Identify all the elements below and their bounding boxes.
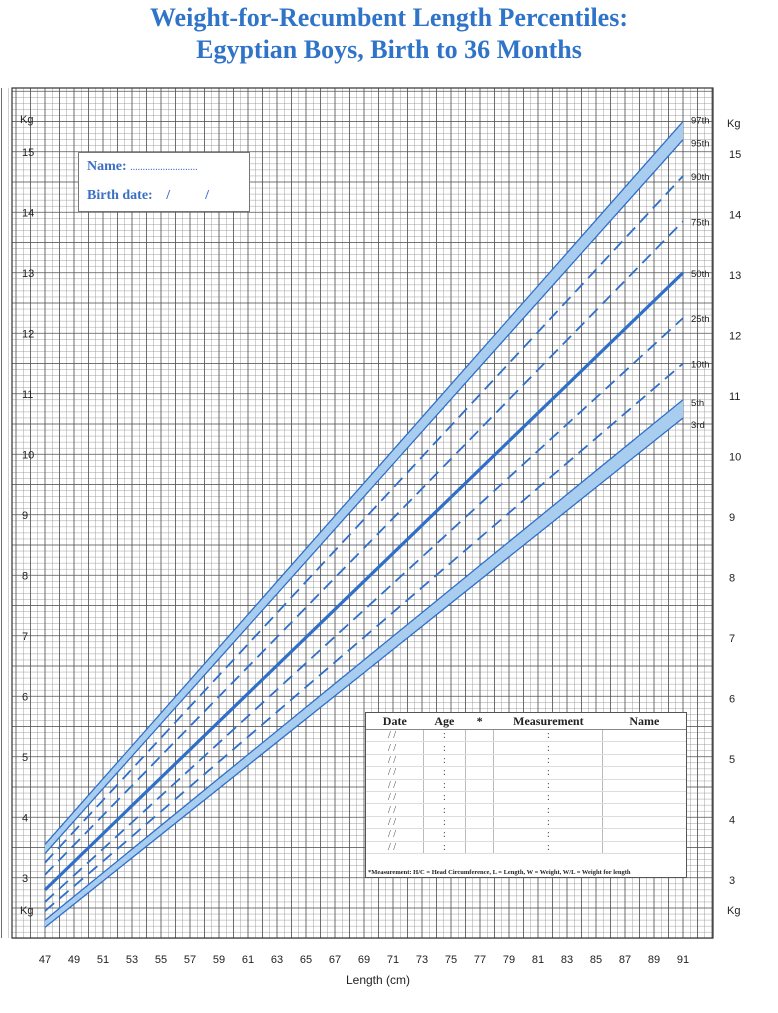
y-axis-unit-right-top: Kg: [727, 118, 741, 130]
x-tick-label: 47: [38, 954, 52, 966]
record-table-header: [366, 713, 686, 730]
table-row[interactable]: [366, 742, 686, 754]
y-tick-label-right: 7: [729, 632, 736, 645]
measurement-cell[interactable]: :: [494, 804, 603, 816]
x-tick-label: 75: [444, 954, 458, 966]
name-cell[interactable]: [603, 754, 686, 766]
header-measurement: Measurement: [494, 713, 603, 730]
measurement-cell[interactable]: :: [494, 730, 603, 742]
series-label-25th: 25th: [691, 314, 710, 326]
date-cell[interactable]: / /: [366, 779, 424, 791]
y-tick-label-right: 6: [729, 693, 736, 706]
y-axis-unit-left-bottom: Kg: [20, 905, 34, 917]
y-tick-label-left: 15: [22, 146, 35, 159]
measurement-cell[interactable]: :: [494, 816, 603, 828]
measurement-cell[interactable]: :: [494, 754, 603, 766]
y-tick-label-right: 15: [729, 148, 742, 161]
y-tick-label-right: 12: [729, 330, 742, 343]
y-tick-label-right: 14: [729, 209, 742, 222]
table-row[interactable]: [366, 841, 686, 853]
y-axis-unit-left-top: Kg: [20, 114, 34, 126]
patient-info-box: [78, 152, 250, 212]
x-tick-label: 57: [183, 954, 197, 966]
date-cell[interactable]: / /: [366, 841, 424, 853]
x-tick-label: 53: [125, 954, 139, 966]
y-tick-label-left: 4: [22, 812, 29, 825]
series-label-3rd: 3rd: [691, 419, 705, 431]
table-row[interactable]: [366, 804, 686, 816]
age-cell[interactable]: :: [424, 829, 466, 841]
x-tick-label: 77: [473, 954, 487, 966]
y-tick-label-right: 10: [729, 451, 742, 464]
name-label: Name:: [87, 159, 127, 174]
x-tick-label: 85: [589, 954, 603, 966]
name-cell[interactable]: [603, 730, 686, 742]
measurement-cell[interactable]: :: [494, 791, 603, 803]
header-age: Age: [424, 713, 466, 730]
measurement-cell[interactable]: :: [494, 829, 603, 841]
type-cell[interactable]: [465, 841, 494, 853]
x-tick-label: 89: [647, 954, 661, 966]
y-tick-label-left: 13: [22, 267, 35, 280]
title-line-2: Egyptian Boys, Birth to 36 Months: [196, 35, 582, 64]
x-tick-label: 81: [531, 954, 545, 966]
type-cell[interactable]: [465, 754, 494, 766]
name-cell[interactable]: [603, 791, 686, 803]
table-row[interactable]: [366, 816, 686, 828]
date-cell[interactable]: / /: [366, 754, 424, 766]
name-cell[interactable]: [603, 841, 686, 853]
name-cell[interactable]: [603, 804, 686, 816]
y-tick-label-left: 3: [22, 872, 29, 885]
series-label-95th: 95th: [691, 138, 710, 150]
y-tick-label-left: 9: [22, 509, 29, 522]
x-tick-label: 73: [415, 954, 429, 966]
date-cell[interactable]: / /: [366, 742, 424, 754]
measurement-cell[interactable]: :: [494, 767, 603, 779]
date-cell[interactable]: / /: [366, 767, 424, 779]
x-tick-label: 59: [212, 954, 226, 966]
y-tick-label-left: 10: [22, 449, 35, 462]
x-tick-label: 55: [154, 954, 168, 966]
y-tick-label-left: 12: [22, 328, 35, 341]
series-label-10th: 10th: [691, 359, 710, 371]
measurement-cell[interactable]: :: [494, 742, 603, 754]
name-cell[interactable]: [603, 829, 686, 841]
type-cell[interactable]: [465, 767, 494, 779]
age-cell[interactable]: :: [424, 816, 466, 828]
table-row[interactable]: [366, 767, 686, 779]
x-tick-label: 61: [241, 954, 255, 966]
age-cell[interactable]: :: [424, 767, 466, 779]
percentile-labels: [691, 116, 710, 431]
date-cell[interactable]: / /: [366, 791, 424, 803]
date-cell[interactable]: / /: [366, 816, 424, 828]
x-tick-label: 49: [67, 954, 81, 966]
header-measurement-type: *: [465, 713, 494, 730]
x-tick-label: 51: [96, 954, 110, 966]
measurement-record-table: [365, 712, 687, 878]
age-cell[interactable]: :: [424, 742, 466, 754]
age-cell[interactable]: :: [424, 779, 466, 791]
y-tick-label-left: 5: [22, 751, 29, 764]
y-tick-label-left: 8: [22, 570, 29, 583]
measurement-footnote: *Measurement: H/C = Head Circumference, L = Length, W = Weight, W/L = Weight for length: [368, 869, 631, 876]
table-row[interactable]: [366, 730, 686, 742]
record-table-body: [366, 730, 686, 854]
y-tick-label-right: 3: [729, 874, 736, 887]
x-tick-label: 79: [502, 954, 516, 966]
x-tick-label: 69: [357, 954, 371, 966]
type-cell[interactable]: [465, 804, 494, 816]
age-cell[interactable]: :: [424, 841, 466, 853]
x-tick-label: 71: [386, 954, 400, 966]
series-label-90th: 90th: [691, 171, 710, 183]
type-cell[interactable]: [465, 791, 494, 803]
y-axis-unit-right-bottom: Kg: [727, 905, 741, 917]
x-tick-label: 63: [270, 954, 284, 966]
name-cell[interactable]: [603, 779, 686, 791]
table-row[interactable]: [366, 829, 686, 841]
date-cell[interactable]: / /: [366, 829, 424, 841]
header-name: Name: [603, 713, 686, 730]
age-cell[interactable]: :: [424, 804, 466, 816]
measurement-cell[interactable]: :: [494, 779, 603, 791]
x-tick-label: 65: [299, 954, 313, 966]
y-tick-label-right: 4: [729, 814, 736, 827]
birth-date-input[interactable]: / /: [166, 188, 209, 203]
y-tick-label-left: 7: [22, 630, 29, 643]
y-tick-label-right: 13: [729, 269, 742, 282]
x-tick-label: 87: [618, 954, 632, 966]
table-row[interactable]: [366, 779, 686, 791]
table-row[interactable]: [366, 754, 686, 766]
y-tick-label-right: 8: [729, 572, 736, 585]
name-cell[interactable]: [603, 767, 686, 779]
age-cell[interactable]: :: [424, 730, 466, 742]
table-row[interactable]: [366, 791, 686, 803]
age-cell[interactable]: :: [424, 754, 466, 766]
x-tick-label: 83: [560, 954, 574, 966]
x-tick-label: 67: [328, 954, 342, 966]
x-axis-label: Length (cm): [345, 973, 411, 987]
type-cell[interactable]: [465, 829, 494, 841]
type-cell[interactable]: [465, 816, 494, 828]
y-tick-label-right: 9: [729, 511, 736, 524]
name-cell[interactable]: [603, 816, 686, 828]
type-cell[interactable]: [465, 779, 494, 791]
y-tick-label-left: 11: [22, 388, 34, 401]
measurement-cell[interactable]: :: [494, 841, 603, 853]
y-tick-label-left: 6: [22, 691, 29, 704]
name-cell[interactable]: [603, 742, 686, 754]
series-label-97th: 97th: [691, 115, 710, 127]
birth-date-label: Birth date:: [87, 188, 153, 203]
name-input-line[interactable]: ...........................: [130, 162, 198, 173]
title-line-1: Weight-for-Recumbent Length Percentiles:: [149, 3, 628, 32]
series-label-5th: 5th: [691, 397, 705, 409]
y-tick-label-right: 5: [729, 753, 736, 766]
type-cell[interactable]: [465, 742, 494, 754]
header-date: Date: [366, 713, 424, 730]
y-tick-label-left: 14: [22, 207, 35, 220]
series-label-75th: 75th: [691, 217, 710, 229]
type-cell[interactable]: [465, 730, 494, 742]
date-cell[interactable]: / /: [366, 804, 424, 816]
date-cell[interactable]: / /: [366, 730, 424, 742]
x-tick-label: 91: [676, 954, 690, 966]
y-tick-label-right: 11: [729, 390, 741, 403]
series-label-50th: 50th: [691, 268, 710, 280]
age-cell[interactable]: :: [424, 791, 466, 803]
